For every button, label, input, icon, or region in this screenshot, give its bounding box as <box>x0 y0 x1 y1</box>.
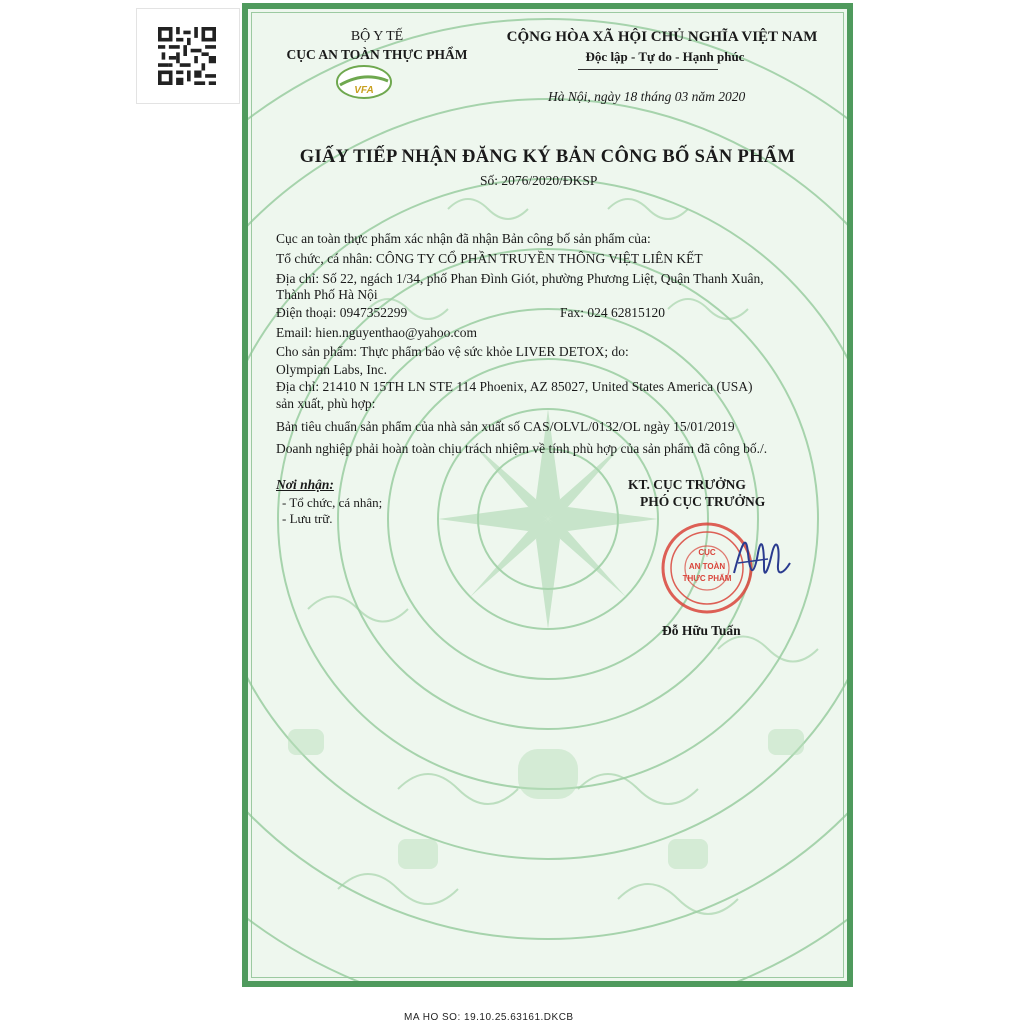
address-line-1: Địa chỉ: Số 22, ngách 1/34, phố Phan Đình Giót, phường Phương Liệt, Quận Thanh Xuân, <box>276 271 764 286</box>
address-line-2: Thành Phố Hà Nội <box>276 287 378 302</box>
signer-title-line-2: PHÓ CỤC TRƯỞNG <box>640 494 766 509</box>
svg-text:THỰC PHẨM: THỰC PHẨM <box>682 574 732 583</box>
qr-code-icon <box>155 27 219 85</box>
issue-date: Hà Nội, ngày 18 tháng 03 năm 2020 <box>548 89 746 104</box>
responsibility-statement: Doanh nghiệp phải hoàn toàn chịu trách nhiệm về tính phù hợp của sản phẩm đã công bố./. <box>276 441 768 456</box>
email: Email: hien.nguyenthao@yahoo.com <box>276 325 478 340</box>
country-name: CỘNG HÒA XÃ HỘI CHỦ NGHĨA VIỆT NAM <box>506 29 818 45</box>
document-title: GIẤY TIẾP NHẬN ĐĂNG KÝ BẢN CÔNG BỐ SẢN PHẨM <box>299 147 796 167</box>
manufacturer-address: Địa chỉ: 21410 N 15TH LN STE 114 Phoenix, AZ 85027, United States America (USA) <box>276 379 753 394</box>
motto-underline <box>578 69 718 70</box>
qr-code <box>136 8 240 104</box>
svg-text:AN TOÀN: AN TOÀN <box>688 562 726 571</box>
handwritten-signature <box>728 523 798 593</box>
manufacturer: Olympian Labs, Inc. <box>276 362 387 377</box>
recipients-label: Nơi nhận: <box>276 477 334 492</box>
document-number: Số: 2076/2020/ĐKSP <box>480 173 598 188</box>
department-name: CỤC AN TOÀN THỰC PHẨM <box>286 47 468 62</box>
signer-name: Đỗ Hữu Tuấn <box>662 623 741 638</box>
recipient-item: - Tổ chức, cá nhân; <box>282 495 383 510</box>
signer-title-line-1: KT. CỤC TRƯỞNG <box>628 477 746 492</box>
organization: Tổ chức, cá nhân: CÔNG TY CỔ PHẦN TRUYỀN THÔNG VIỆT LIÊN KẾT <box>276 251 703 266</box>
phone: Điện thoại: 0947352299 <box>276 305 408 320</box>
produced-conforming: sản xuất, phù hợp: <box>276 396 376 411</box>
certificate-document <box>242 3 853 987</box>
svg-text:CỤC: CỤC <box>698 548 716 557</box>
fax: Fax: 024 62815120 <box>560 305 666 320</box>
vfa-logo <box>334 63 394 101</box>
product-standard: Bản tiêu chuẩn sản phẩm của nhà sản xuất số CAS/OLVL/0132/OL ngày 15/01/2019 <box>276 419 735 434</box>
recipient-item: - Lưu trữ. <box>282 511 333 526</box>
product: Cho sản phẩm: Thực phẩm bảo vệ sức khỏe LIVER DETOX; do: <box>276 344 629 359</box>
intro-text: Cục an toàn thực phẩm xác nhận đã nhận Bản công bố sản phẩm của: <box>276 231 651 246</box>
ministry-name: BỘ Y TẾ <box>350 29 404 44</box>
national-motto: Độc lập - Tự do - Hạnh phúc <box>585 49 745 64</box>
dossier-code: MA HO SO: 19.10.25.63161.DKCB <box>404 1012 574 1023</box>
svg-text:VFA: VFA <box>354 85 374 96</box>
